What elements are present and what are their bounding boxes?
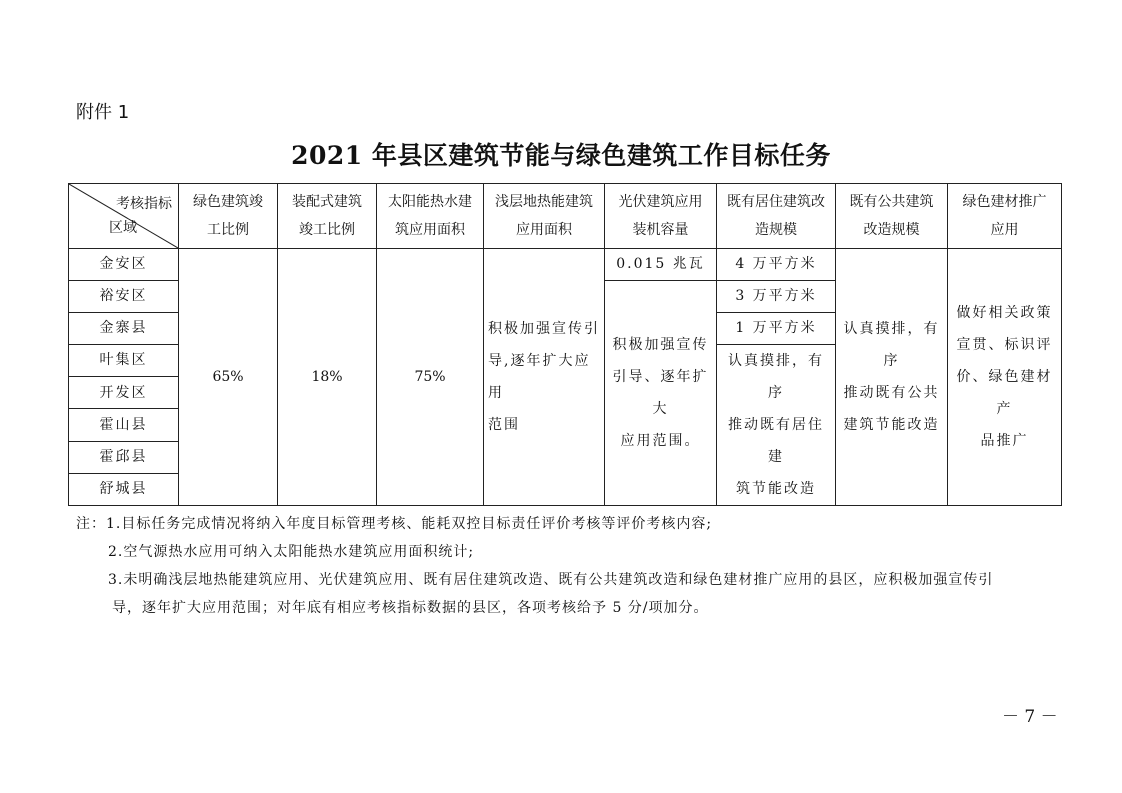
green-building-ratio-value: 65% — [179, 249, 278, 506]
pv-capacity-text: 积极加强宣传 引导、逐年扩大 应用范围。 — [605, 281, 717, 506]
note-item: 3.未明确浅层地热能建筑应用、光伏建筑应用、既有居住建筑改造、既有公共建筑改造和绿色建材推广应用的县区，应积极加强宣传引 — [108, 572, 994, 588]
region-cell: 金寨县 — [69, 313, 179, 345]
note-item-continued: 导，逐年扩大应用范围；对年底有相应考核指标数据的县区，各项考核给予 5 分/项加分。 — [112, 600, 709, 616]
region-cell: 叶集区 — [69, 345, 179, 377]
geothermal-text: 积极加强宣传引 导,逐年扩大应用 范围 — [484, 249, 605, 506]
region-cell: 霍山县 — [69, 409, 179, 441]
region-cell: 开发区 — [69, 377, 179, 409]
attachment-label: 附件 1 — [76, 102, 130, 123]
header-pv-capacity: 光伏建筑应用 装机容量 — [605, 184, 717, 249]
header-solar-water-area: 太阳能热水建 筑应用面积 — [377, 184, 484, 249]
header-residential-retrofit: 既有居住建筑改 造规模 — [717, 184, 836, 249]
target-task-table — [68, 183, 1062, 506]
pv-capacity-value: 0.015 兆瓦 — [605, 249, 717, 281]
region-cell: 舒城县 — [69, 473, 179, 505]
prefab-ratio-value: 18% — [278, 249, 377, 506]
header-region-label: 区域 — [109, 220, 137, 236]
residential-retrofit-value: 4 万平方米 — [717, 249, 836, 281]
region-cell: 金安区 — [69, 249, 179, 281]
page-title: 2021 年县区建筑节能与绿色建筑工作目标任务 — [291, 141, 831, 170]
solar-water-area-value: 75% — [377, 249, 484, 506]
header-geothermal-area: 浅层地热能建筑 应用面积 — [484, 184, 605, 249]
header-green-building-ratio: 绿色建筑竣 工比例 — [179, 184, 278, 249]
notes-prefix: 注： — [76, 516, 106, 532]
note-item: 2.空气源热水应用可纳入太阳能热水建筑应用面积统计; — [108, 544, 475, 560]
header-public-retrofit: 既有公共建筑 改造规模 — [836, 184, 948, 249]
header-indicator-label: 考核指标 — [116, 196, 172, 212]
green-material-text: 做好相关政策 宣贯、标识评 价、绿色建材产 品推广 — [948, 249, 1062, 506]
region-cell: 裕安区 — [69, 281, 179, 313]
residential-retrofit-text: 认真摸排，有序 推动既有居住建 筑节能改造 — [717, 345, 836, 506]
header-diagonal-cell — [69, 184, 179, 249]
page-number: － 7 － — [1002, 707, 1058, 727]
header-prefab-ratio: 装配式建筑 竣工比例 — [278, 184, 377, 249]
residential-retrofit-value: 1 万平方米 — [717, 313, 836, 345]
note-item: 注：1.目标任务完成情况将纳入年度目标管理考核、能耗双控目标责任评价考核等评价考核内容; — [76, 516, 713, 532]
notes-section — [76, 510, 1066, 622]
public-retrofit-text: 认真摸排，有序 推动既有公共 建筑节能改造 — [836, 249, 948, 506]
residential-retrofit-value: 3 万平方米 — [717, 281, 836, 313]
header-green-material: 绿色建材推广 应用 — [948, 184, 1062, 249]
region-cell: 霍邱县 — [69, 441, 179, 473]
